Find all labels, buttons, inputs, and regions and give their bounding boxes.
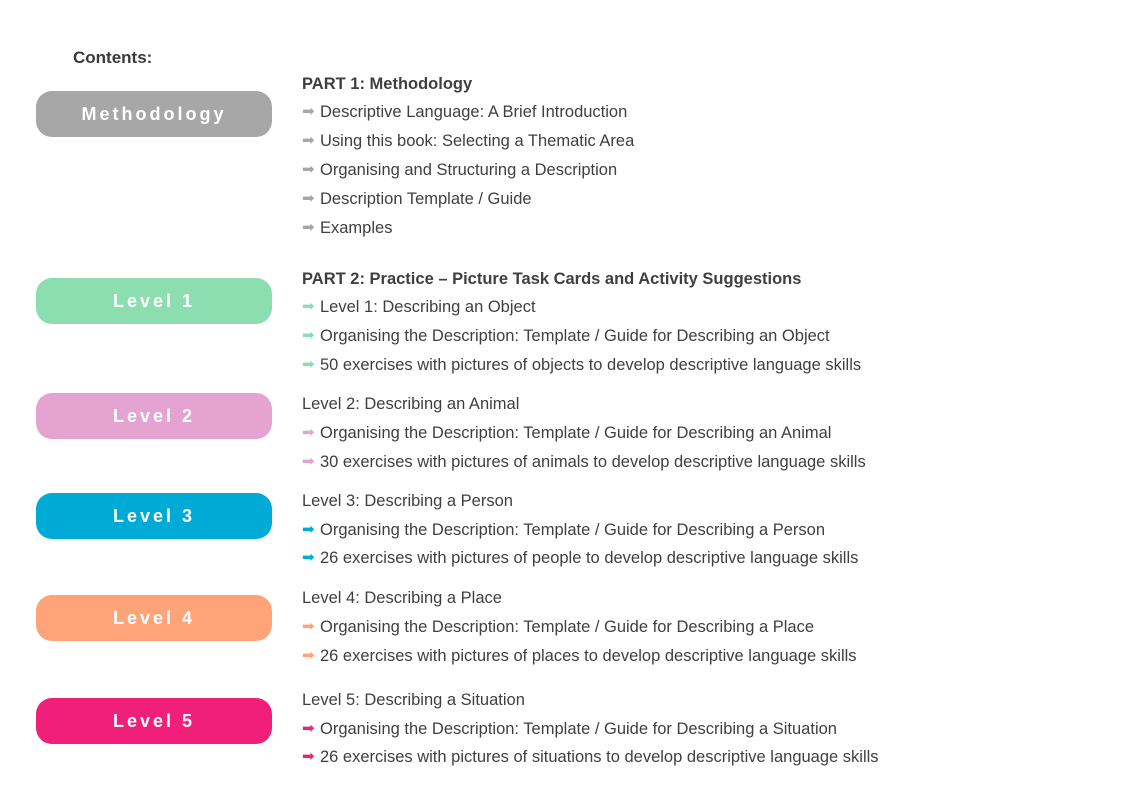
toc-entry-text: Organising the Description: Template / Guide for Describing a Person [320,521,826,539]
toc-entry [302,218,392,238]
level-2-pill: Level 2 [36,393,272,439]
level-3-pill: Level 3 [36,493,272,539]
toc-entry [302,297,536,317]
arrow-right-icon: ➡ [302,549,315,566]
toc-entry [302,520,825,540]
part-1-heading: PART 1: Methodology [302,75,473,93]
toc-entry-text: Using this book: Selecting a Thematic Area [320,132,635,150]
toc-entry [302,617,814,637]
toc-entry-text: 26 exercises with pictures of places to develop descriptive language skills [320,647,857,665]
arrow-right-icon: ➡ [302,424,315,441]
part-2-heading: PART 2: Practice – Picture Task Cards and Activity Suggestions [302,270,802,288]
toc-entry-text: 26 exercises with pictures of people to develop descriptive language skills [320,549,859,567]
level-5-pill: Level 5 [36,698,272,744]
arrow-right-icon: ➡ [302,356,315,373]
arrow-right-icon: ➡ [302,618,315,635]
toc-entry-text: Organising the Description: Template / Guide for Describing an Object [320,327,830,345]
arrow-right-icon: ➡ [302,720,315,737]
arrow-right-icon: ➡ [302,327,315,344]
level-3-heading: Level 3: Describing a Person [302,492,513,510]
arrow-right-icon: ➡ [302,298,315,315]
arrow-right-icon: ➡ [302,453,315,470]
level-2-heading: Level 2: Describing an Animal [302,395,520,413]
arrow-right-icon: ➡ [302,219,315,236]
toc-entry-text: Level 1: Describing an Object [320,298,536,316]
toc-entry [302,102,627,122]
toc-entry-text: 26 exercises with pictures of situations to develop descriptive language skills [320,748,879,766]
toc-entry [302,452,866,472]
level-1-pill: Level 1 [36,278,272,324]
level-5-heading: Level 5: Describing a Situation [302,691,525,709]
toc-entry-text: Organising the Description: Template / Guide for Describing a Situation [320,720,837,738]
toc-entry [302,355,861,375]
arrow-right-icon: ➡ [302,161,315,178]
toc-entry [302,646,857,666]
toc-entry-text: Examples [320,219,393,237]
contents-heading: Contents: [73,48,153,67]
toc-entry-text: Organising the Description: Template / Guide for Describing a Place [320,618,815,636]
level-4-pill: Level 4 [36,595,272,641]
toc-entry-text: Description Template / Guide [320,190,532,208]
arrow-right-icon: ➡ [302,748,315,765]
toc-entry [302,131,634,151]
toc-entry-text: Descriptive Language: A Brief Introduction [320,103,628,121]
arrow-right-icon: ➡ [302,647,315,664]
toc-entry-text: 50 exercises with pictures of objects to develop descriptive language skills [320,356,862,374]
toc-entry [302,747,879,767]
toc-entry-text: Organising the Description: Template / Guide for Describing an Animal [320,424,832,442]
methodology-pill: Methodology [36,91,272,137]
arrow-right-icon: ➡ [302,521,315,538]
arrow-right-icon: ➡ [302,190,315,207]
arrow-right-icon: ➡ [302,103,315,120]
level-4-heading: Level 4: Describing a Place [302,589,502,607]
arrow-right-icon: ➡ [302,132,315,149]
toc-entry [302,548,858,568]
toc-entry-text: Organising and Structuring a Description [320,161,618,179]
toc-entry [302,423,831,443]
toc-entry [302,719,837,739]
toc-entry [302,326,830,346]
toc-entry-text: 30 exercises with pictures of animals to develop descriptive language skills [320,453,866,471]
toc-entry [302,189,532,209]
toc-entry [302,160,617,180]
